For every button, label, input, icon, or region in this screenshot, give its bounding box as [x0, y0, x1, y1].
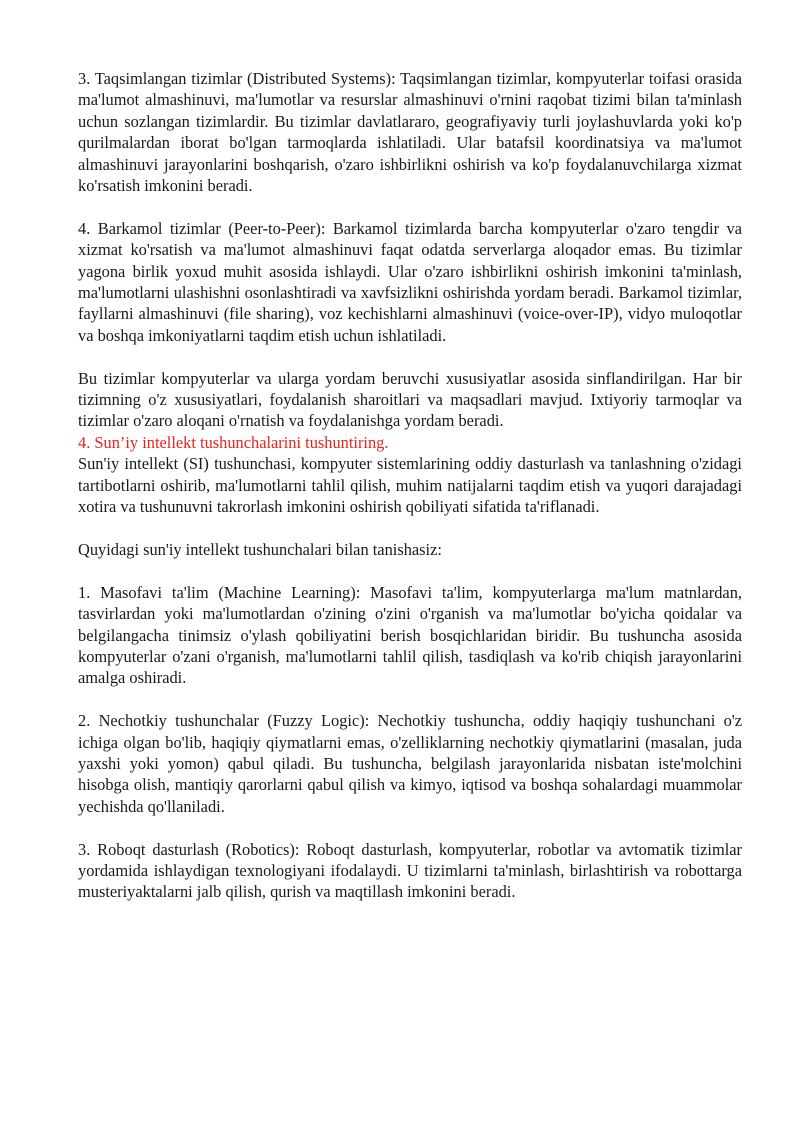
- paragraph-fuzzy-logic: 2. Nechotkiy tushunchalar (Fuzzy Logic): Nechotkiy tushuncha, oddiy haqiqiy tushunchani o'z ichiga olgan bo'lib, haqiqiy qiymatlarni emas, o'zelliklarning nechotkiy qiymatlarini (masalan, juda yaxshi yoki yomon) qabul qiladi. Bu tushuncha, belgilash jarayonlarida nisbatan iste'molchini hisobga olish, mantiqiy qarorlarni qabul qilish va kimyo, iqtisod va boshqa sohalardagi muammolar yechishda qo'llaniladi.: [78, 711, 742, 816]
- paragraph-gap: [78, 689, 742, 710]
- section-heading-ai: 4. Sun’iy intellekt tushunchalarini tushuntiring.: [78, 432, 389, 452]
- paragraph-peer-to-peer: 4. Barkamol tizimlar (Peer-to-Peer): Barkamol tizimlarda barcha kompyuterlar o'zaro tengdir va xizmat ko'rsatish va ma'lumot almashinuvi faqat odatda serverlarga aloqador emas. Bu tizimlar yagona birlik yoxud muhit asosida ishlaydi. Ular o'zaro ishbirlikni oshirish imkonini ta'minlash, ma'lumotlarni ulashishni osonlashtiradi va xavfsizlikni oshirishda yordam beradi. Barkamol tizimlar, fayllarni almashinuvi (file sharing), voz kechishlarni almashinuvi (voice-over-IP), vidyo muloqotlar va boshqa imkoniyatlarni taqdim etish uchun ishlatiladi.: [78, 218, 742, 345]
- paragraph-distributed-systems: 3. Taqsimlangan tizimlar (Distributed Systems): Taqsimlangan tizimlar, kompyuterlar toifasi orasida ma'lumot almashinuvi, ma'lumotlar va resurslar almashinuvi o'rnini raqobat tizimi bilan ta'minlash uchun sozlangan tizimlardir. Bu tizimlar davlatlararo, geografiyaviy turli joylashuvlarda yoki ko'p qurilmalardan iborat bo'lgan tarmoqlarda ishlatiladi. Ular batafsil koordinatsiya va ma'lumot almashinuvi jarayonlarini boshqarish, o'zaro ishbirlikni oshirish va ko'p foydalanuvchilarga xizmat ko'rsatish imkonini beradi.: [78, 69, 742, 196]
- paragraph-gap: [78, 346, 742, 367]
- paragraph-ai-intro: Sun'iy intellekt (SI) tushunchasi, kompyuter sistemlarining oddiy dasturlash va tanlashning o'zidagi tartibotlarni oshirib, ma'lumotlarni tahlil qilish, muhim natijalarni taqdim etish va yuqori darajadagi xotira va tushunuvni takrorlash imkonini oshirish qobiliyati sifatida ta'riflanadi.: [78, 454, 742, 517]
- paragraph-machine-learning: 1. Masofavi ta'lim (Machine Learning): Masofavi ta'lim, kompyuterlarga ma'lum matnlardan, tasvirlardan yoki ma'lumotlardan o'zining o'zini o'rganish va ma'lumotlar bo'yicha qoidalar va belgilangacha tinimsiz o'ylash qobiliyatini berish bosqichlaridan biridir. Bu tushuncha asosida kompyuterlar o'zani o'rganish, ma'lumotlarni tahlil qilish, tasdiqlash va ko'rib chiqish jarayonlarini amalga oshiradi.: [78, 582, 742, 688]
- paragraph-gap: [78, 196, 742, 217]
- paragraph-gap: [78, 560, 742, 581]
- paragraph-ai-list-intro: Quyidagi sun'iy intellekt tushunchalari bilan tanishasiz:: [78, 539, 442, 559]
- paragraph-robotics: 3. Roboqt dasturlash (Robotics): Roboqt dasturlash, kompyuterlar, robotlar va avtomatik tizimlar yordamida ishlaydigan texnologiyani ifodalaydi. U tizimlarni ta'minlash, birlashtirish va robottarga musteriyaktalarni jalb qilish, qurish va maqtillash imkonini beradi.: [78, 839, 742, 902]
- paragraph-systems-summary: Bu tizimlar kompyuterlar va ularga yordam beruvchi xususiyatlar asosida sinflandirilgan. Har bir tizimning o'z xususiyatlari, foydalanish sharoitlari va maqsadlari mavjud. Ixtiyoriy tarmoqlar va tizimlar o'zaro aloqani o'rnatish va foydalanishga yordam beradi.: [78, 368, 742, 431]
- document-page: [78, 68, 742, 903]
- paragraph-gap: [78, 518, 742, 539]
- paragraph-gap: [78, 817, 742, 838]
